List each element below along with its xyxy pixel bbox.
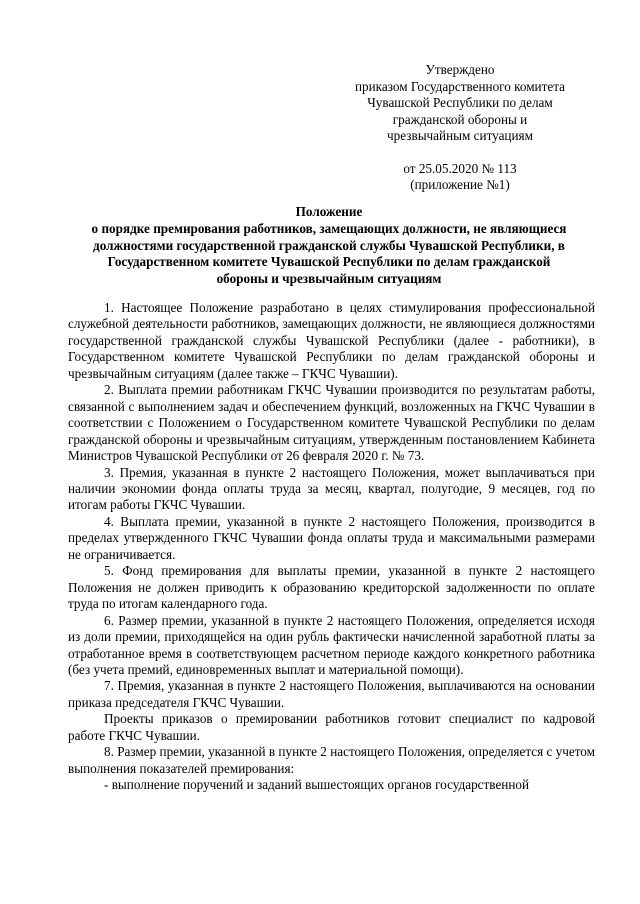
title-heading: Положение [295,204,363,219]
approval-date: от 25.05.2020 № 113 [403,160,517,176]
document-body [68,300,595,794]
approval-spacer [330,145,590,161]
approval-stamp [330,62,590,194]
approval-line: гражданской обороны и [392,111,528,127]
paragraph-2: 2. Выплата премии работникам ГКЧС Чувашии производится по результатам работы, связанной с выполнением задач и обеспечением функций, возложенных на ГКЧС Чувашии в соответствии с Положением о Государственном комитете Чувашской Республики по делам гражданской обороны и чрезвычайным ситуациям, утвержденным постановлением Кабинета Министров Чувашской Республики от 26 февраля 2020 г. № 73. [68,382,595,464]
paragraph-8-item: - выполнение поручений и заданий вышестоящих органов государственной [104,777,530,793]
approval-appendix: (приложение №1) [410,177,510,192]
approval-line: Утверждено [425,62,495,77]
document-title [68,204,590,288]
approval-line: приказом Государственного комитета [354,78,566,94]
paragraph-4: 4. Выплата премии, указанной в пункте 2 настоящего Положения, производится в пределах утвержденного ГКЧС Чувашии фонда оплаты труда и максимальными размерами не ограничивается. [68,513,595,562]
title-line: обороны и чрезвычайным ситуациям [216,271,442,287]
title-line: о порядке премирования работников, замещающих должности, не являющиеся [91,220,567,236]
approval-line: Чувашской Республики по делам [367,95,553,110]
paragraph-1: 1. Настоящее Положение разработано в целях стимулирования профессиональной служебной деятельности работников, замещающих должности, не являющиеся должностями государственной гражданской службы Чувашской Республики (далее - работники), в Государственном комитете Чувашской Республики по делам гражданской обороны и чрезвычайным ситуациям (далее также – ГКЧС Чувашии). [68,300,595,381]
paragraph-7-note: Проекты приказов о премировании работников готовит специалист по кадровой работе ГКЧС Чувашии. [68,711,595,743]
title-line: Государственном комитете Чувашской Республики по делам гражданской [107,254,551,270]
paragraph-8: 8. Размер премии, указанной в пункте 2 настоящего Положения, определяется с учетом выполнения показателей премирования: [68,744,595,776]
paragraph-3: 3. Премия, указанная в пункте 2 настоящего Положения, может выплачиваться при наличии экономии фонда оплаты труда за месяц, квартал, полугодие, 9 месяцев, год по итогам работы ГКЧС Чувашии. [68,464,595,513]
title-line: должностями государственной гражданской службы Чувашской Республики, в [93,237,565,253]
approval-line: чрезвычайным ситуациям [387,128,533,143]
paragraph-6: 6. Размер премии, указанной в пункте 2 настоящего Положения, определяется исходя из доли премии, приходящейся на один рубль фактически начисленной заработной платы за отработанное время в соответствующем расчетном периоде каждого конкретного работника (без учета премий, единовременных выплат и материальной помощи). [68,612,595,677]
paragraph-7: 7. Премия, указанная в пункте 2 настоящего Положения, выплачиваются на основании приказа председателя ГКЧС Чувашии. [68,678,595,710]
paragraph-5: 5. Фонд премирования для выплаты премии, указанной в пункте 2 настоящего Положения не должен приводить к образованию кредиторской задолженности по оплате труда по итогам календарного года. [68,563,595,612]
